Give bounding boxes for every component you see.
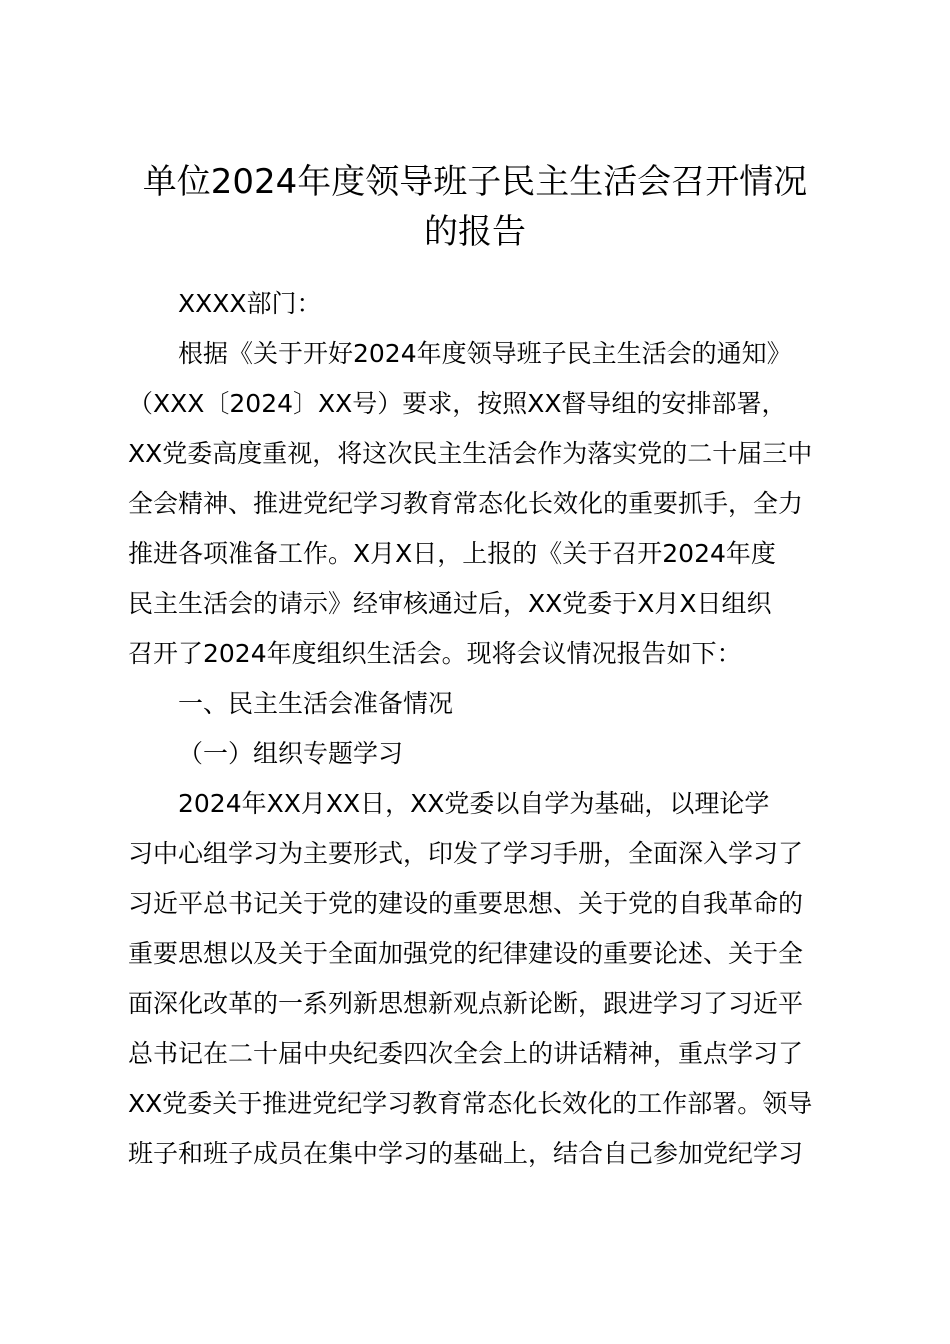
body-line: 总书记在二十届中央纪委四次全会上的讲话精神，重点学习了 — [128, 1039, 804, 1068]
body-line: 2024年XX月XX日，XX党委以自学为基础，以理论学 — [178, 789, 770, 818]
body-line: XX党委高度重视，将这次民主生活会作为落实党的二十届三中 — [128, 439, 813, 468]
body-line: 民主生活会的请示》经审核通过后，XX党委于X月X日组织 — [128, 589, 772, 618]
body-line: 重要思想以及关于全面加强党的纪律建设的重要论述、关于全 — [128, 939, 804, 968]
body-line: 习近平总书记关于党的建设的重要思想、关于党的自我革命的 — [128, 889, 804, 918]
body-line: 推进各项准备工作。X月X日，上报的《关于召开2024年度 — [128, 539, 776, 568]
section-heading: 一、民主生活会准备情况 — [178, 689, 454, 718]
salutation: XXXX部门： — [178, 289, 322, 318]
body-line: 全会精神、推进党纪学习教育常态化长效化的重要抓手，全力 — [128, 489, 804, 518]
body-line: 召开了2024年度组织生活会。现将会议情况报告如下： — [128, 639, 742, 668]
subsection-heading: （一）组织专题学习 — [178, 739, 404, 768]
body-line: XX党委关于推进党纪学习教育常态化长效化的工作部署。领导 — [128, 1089, 813, 1118]
body-line: 习中心组学习为主要形式，印发了学习手册，全面深入学习了 — [128, 839, 804, 868]
document-title-line-1: 单位2024年度领导班子民主生活会召开情况 — [142, 162, 808, 202]
body-line: （XXX〔2024〕XX号）要求，按照XX督导组的安排部署， — [128, 389, 787, 418]
body-line: 班子和班子成员在集中学习的基础上，结合自己参加党纪学习 — [128, 1139, 804, 1168]
document-title-line-2: 的报告 — [424, 212, 526, 252]
body-line: 根据《关于开好2024年度领导班子民主生活会的通知》 — [178, 339, 792, 368]
body-line: 面深化改革的一系列新思想新观点新论断，跟进学习了习近平 — [128, 989, 804, 1018]
